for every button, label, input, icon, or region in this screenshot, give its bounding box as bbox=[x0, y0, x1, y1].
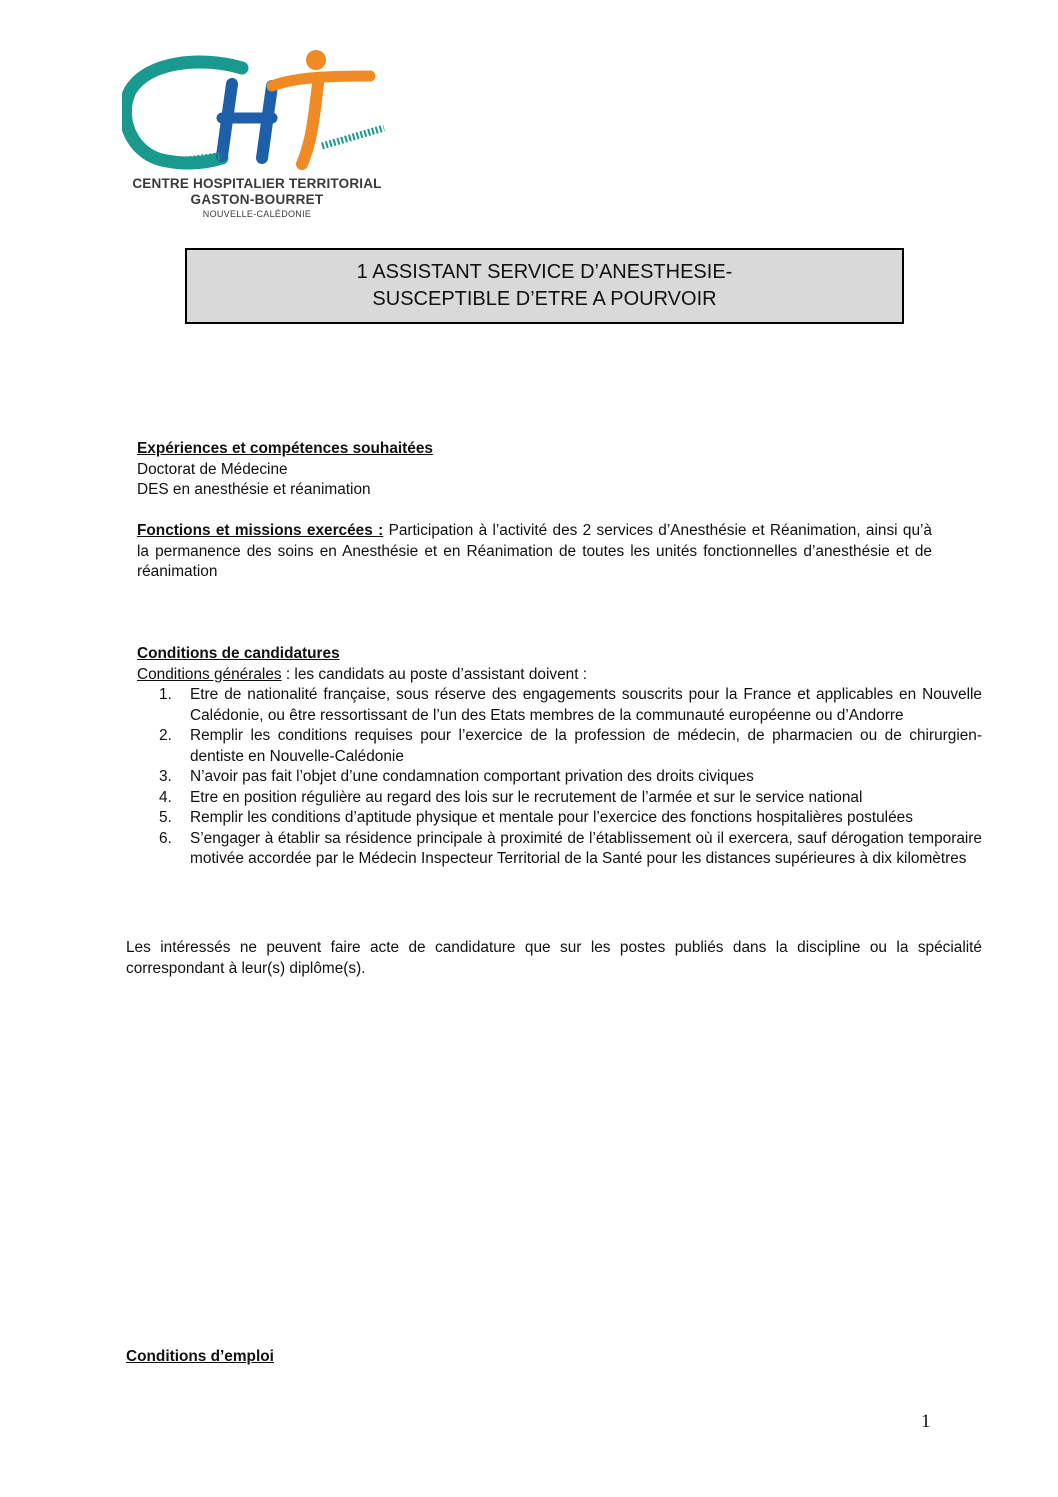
experiences-section bbox=[137, 439, 937, 501]
conditions-sub-heading: Conditions générales bbox=[137, 665, 282, 683]
emploi-section bbox=[126, 1347, 274, 1368]
conditions-section-header bbox=[137, 644, 982, 685]
conditions-list bbox=[137, 685, 982, 870]
title-line-1: 1 ASSISTANT SERVICE D’ANESTHESIE- bbox=[356, 261, 733, 283]
candidature-note: Les intéressés ne peuvent faire acte de candidature que sur les postes publiés dans la discipline ou la spécialité correspondant à leur(s) diplôme(s). bbox=[126, 939, 982, 977]
list-item-text: Remplir les conditions d’aptitude physique et mentale pour l’exercice des fonctions hospitalières postulées bbox=[190, 809, 913, 826]
cht-logo-graphic bbox=[122, 46, 392, 176]
list-item-text: S’engager à établir sa résidence principale à proximité de l’établissement où il exercera, sauf dérogation temporaire motivée accordée par le Médecin Inspecteur Territorial de la Santé pour les distances supérieures à dix kilomètres bbox=[190, 829, 982, 867]
experiences-item: Doctorat de Médecine bbox=[137, 460, 288, 478]
list-item bbox=[137, 726, 982, 767]
fonctions-text: Participation à l’activité des 2 services d’Anesthésie et Réanimation, ainsi qu’à la permanence des soins en Anesthésie et en Réanimation de toutes les unités fonctionnelles d’anesthésie et de réanimation bbox=[137, 522, 932, 580]
list-item bbox=[137, 788, 982, 809]
experiences-heading: Expériences et compétences souhaitées bbox=[137, 440, 433, 457]
list-item-number: 2. bbox=[159, 727, 172, 744]
list-item bbox=[137, 808, 982, 829]
title-box bbox=[185, 248, 904, 324]
list-item-text: Etre en position régulière au regard des lois sur le recrutement de l’armée et sur le service national bbox=[190, 788, 863, 806]
list-item-text: N’avoir pas fait l’objet d’une condamnation comportant privation des droits civiques bbox=[190, 768, 754, 785]
logo-line-1: CENTRE HOSPITALIER TERRITORIAL bbox=[132, 176, 382, 191]
list-item-text: Etre de nationalité française, sous réserve des engagements souscrits pour la France et applicables en Nouvelle Calédonie, ou être ressortissant de l’un des Etats membres de la communauté européenne ou d’Andorre bbox=[190, 686, 982, 724]
fonctions-heading: Fonctions et missions exercées : bbox=[137, 522, 384, 539]
list-item bbox=[137, 829, 982, 870]
conditions-heading: Conditions de candidatures bbox=[137, 645, 340, 662]
fonctions-section bbox=[137, 521, 932, 583]
emploi-heading: Conditions d’emploi bbox=[126, 1348, 274, 1365]
list-item-number: 4. bbox=[159, 788, 172, 806]
hospital-logo bbox=[122, 46, 392, 224]
logo-line-3: NOUVELLE-CALÉDONIE bbox=[202, 209, 312, 219]
title-line-2: SUSCEPTIBLE D’ETRE A POURVOIR bbox=[372, 288, 717, 310]
experiences-item: DES en anesthésie et réanimation bbox=[137, 481, 371, 498]
list-item bbox=[137, 767, 982, 788]
list-item-number: 6. bbox=[159, 829, 172, 847]
page-number: 1 bbox=[921, 1411, 931, 1432]
conditions-sub-text: : les candidats au poste d’assistant doivent : bbox=[281, 665, 588, 683]
list-item-number: 3. bbox=[159, 768, 172, 785]
list-item bbox=[137, 685, 982, 726]
list-item-number: 5. bbox=[159, 809, 172, 826]
list-item-text: Remplir les conditions requises pour l’exercice de la profession de médecin, de pharmacien ou de chirurgien-dentiste en Nouvelle-Calédonie bbox=[190, 727, 982, 765]
logo-line-2: GASTON-BOURRET bbox=[190, 192, 324, 207]
list-item-number: 1. bbox=[159, 686, 172, 703]
